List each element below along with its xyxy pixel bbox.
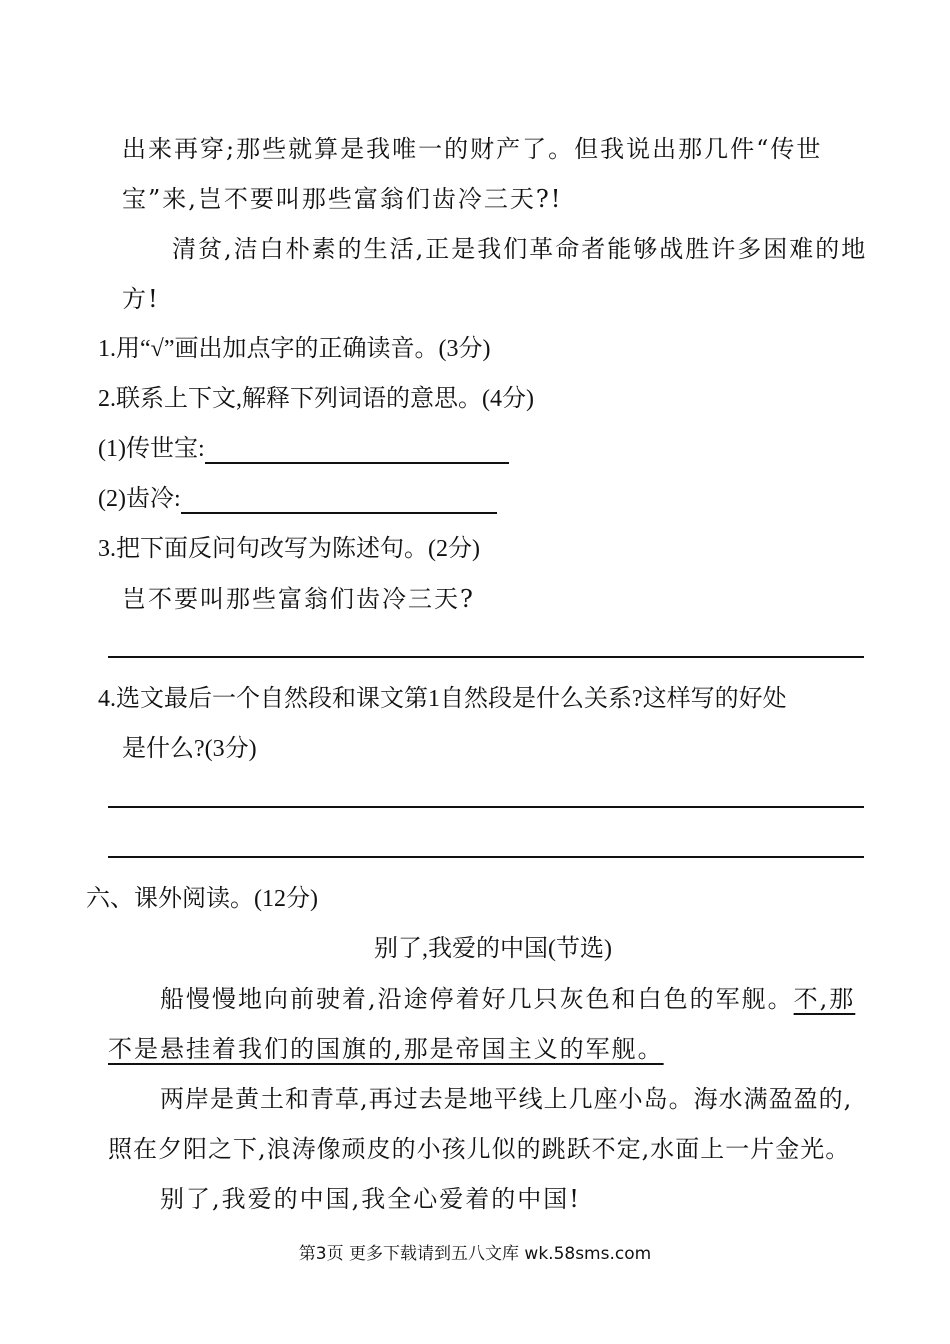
passage-line: 宝”来,岂不要叫那些富翁们齿冷三天?! (122, 185, 563, 213)
question-2-2-label: (2)齿冷: (98, 486, 181, 512)
question-3: 3.把下面反问句改写为陈述句。(2分) (98, 536, 480, 562)
passage-line: 清贫,洁白朴素的生活,正是我们革命者能够战胜许多困难的地 (172, 235, 868, 263)
question-2-1-label: (1)传世宝: (98, 436, 205, 462)
question-2-1 (98, 434, 509, 464)
reading-para-line: 照在夕阳之下,浪涛像顽皮的小孩儿似的跳跃不定,水面上一片金光。 (108, 1135, 851, 1163)
question-4-cont: 是什么?(3分) (122, 736, 257, 762)
answer-line[interactable] (108, 856, 864, 858)
reading-title: 别了,我爱的中国(节选) (374, 936, 612, 962)
reading-para-line: 两岸是黄土和青草,再过去是地平线上几座小岛。海水满盈盈的, (160, 1085, 853, 1113)
answer-line[interactable] (108, 656, 864, 658)
underlined-sentence: 不,那 (793, 985, 856, 1013)
page-footer: 第3页 更多下载请到五八文库 wk.58sms.com (298, 1244, 652, 1264)
passage-line: 方! (122, 285, 160, 313)
section-heading: 六、课外阅读。(12分) (86, 886, 318, 912)
answer-blank[interactable] (205, 436, 509, 464)
question-3-sentence: 岂不要叫那些富翁们齿冷三天? (122, 585, 475, 613)
passage-line: 出来再穿;那些就算是我唯一的财产了。但我说出那几件“传世 (122, 135, 823, 163)
answer-blank[interactable] (181, 486, 497, 514)
reading-text: 船慢慢地向前驶着,沿途停着好几只灰色和白色的军舰。 (160, 985, 794, 1013)
question-4: 4.选文最后一个自然段和课文第1自然段是什么关系?这样写的好处 (98, 686, 787, 712)
reading-para-line: 别了,我爱的中国,我全心爱着的中国! (160, 1185, 581, 1213)
question-2: 2.联系上下文,解释下列词语的意思。(4分) (98, 386, 534, 412)
reading-para-line (160, 984, 855, 1014)
answer-line[interactable] (108, 806, 864, 808)
question-2-2 (98, 484, 497, 514)
underlined-sentence: 不是悬挂着我们的国旗的,那是帝国主义的军舰。 (108, 1035, 664, 1063)
question-1: 1.用“√”画出加点字的正确读音。(3分) (98, 336, 491, 362)
